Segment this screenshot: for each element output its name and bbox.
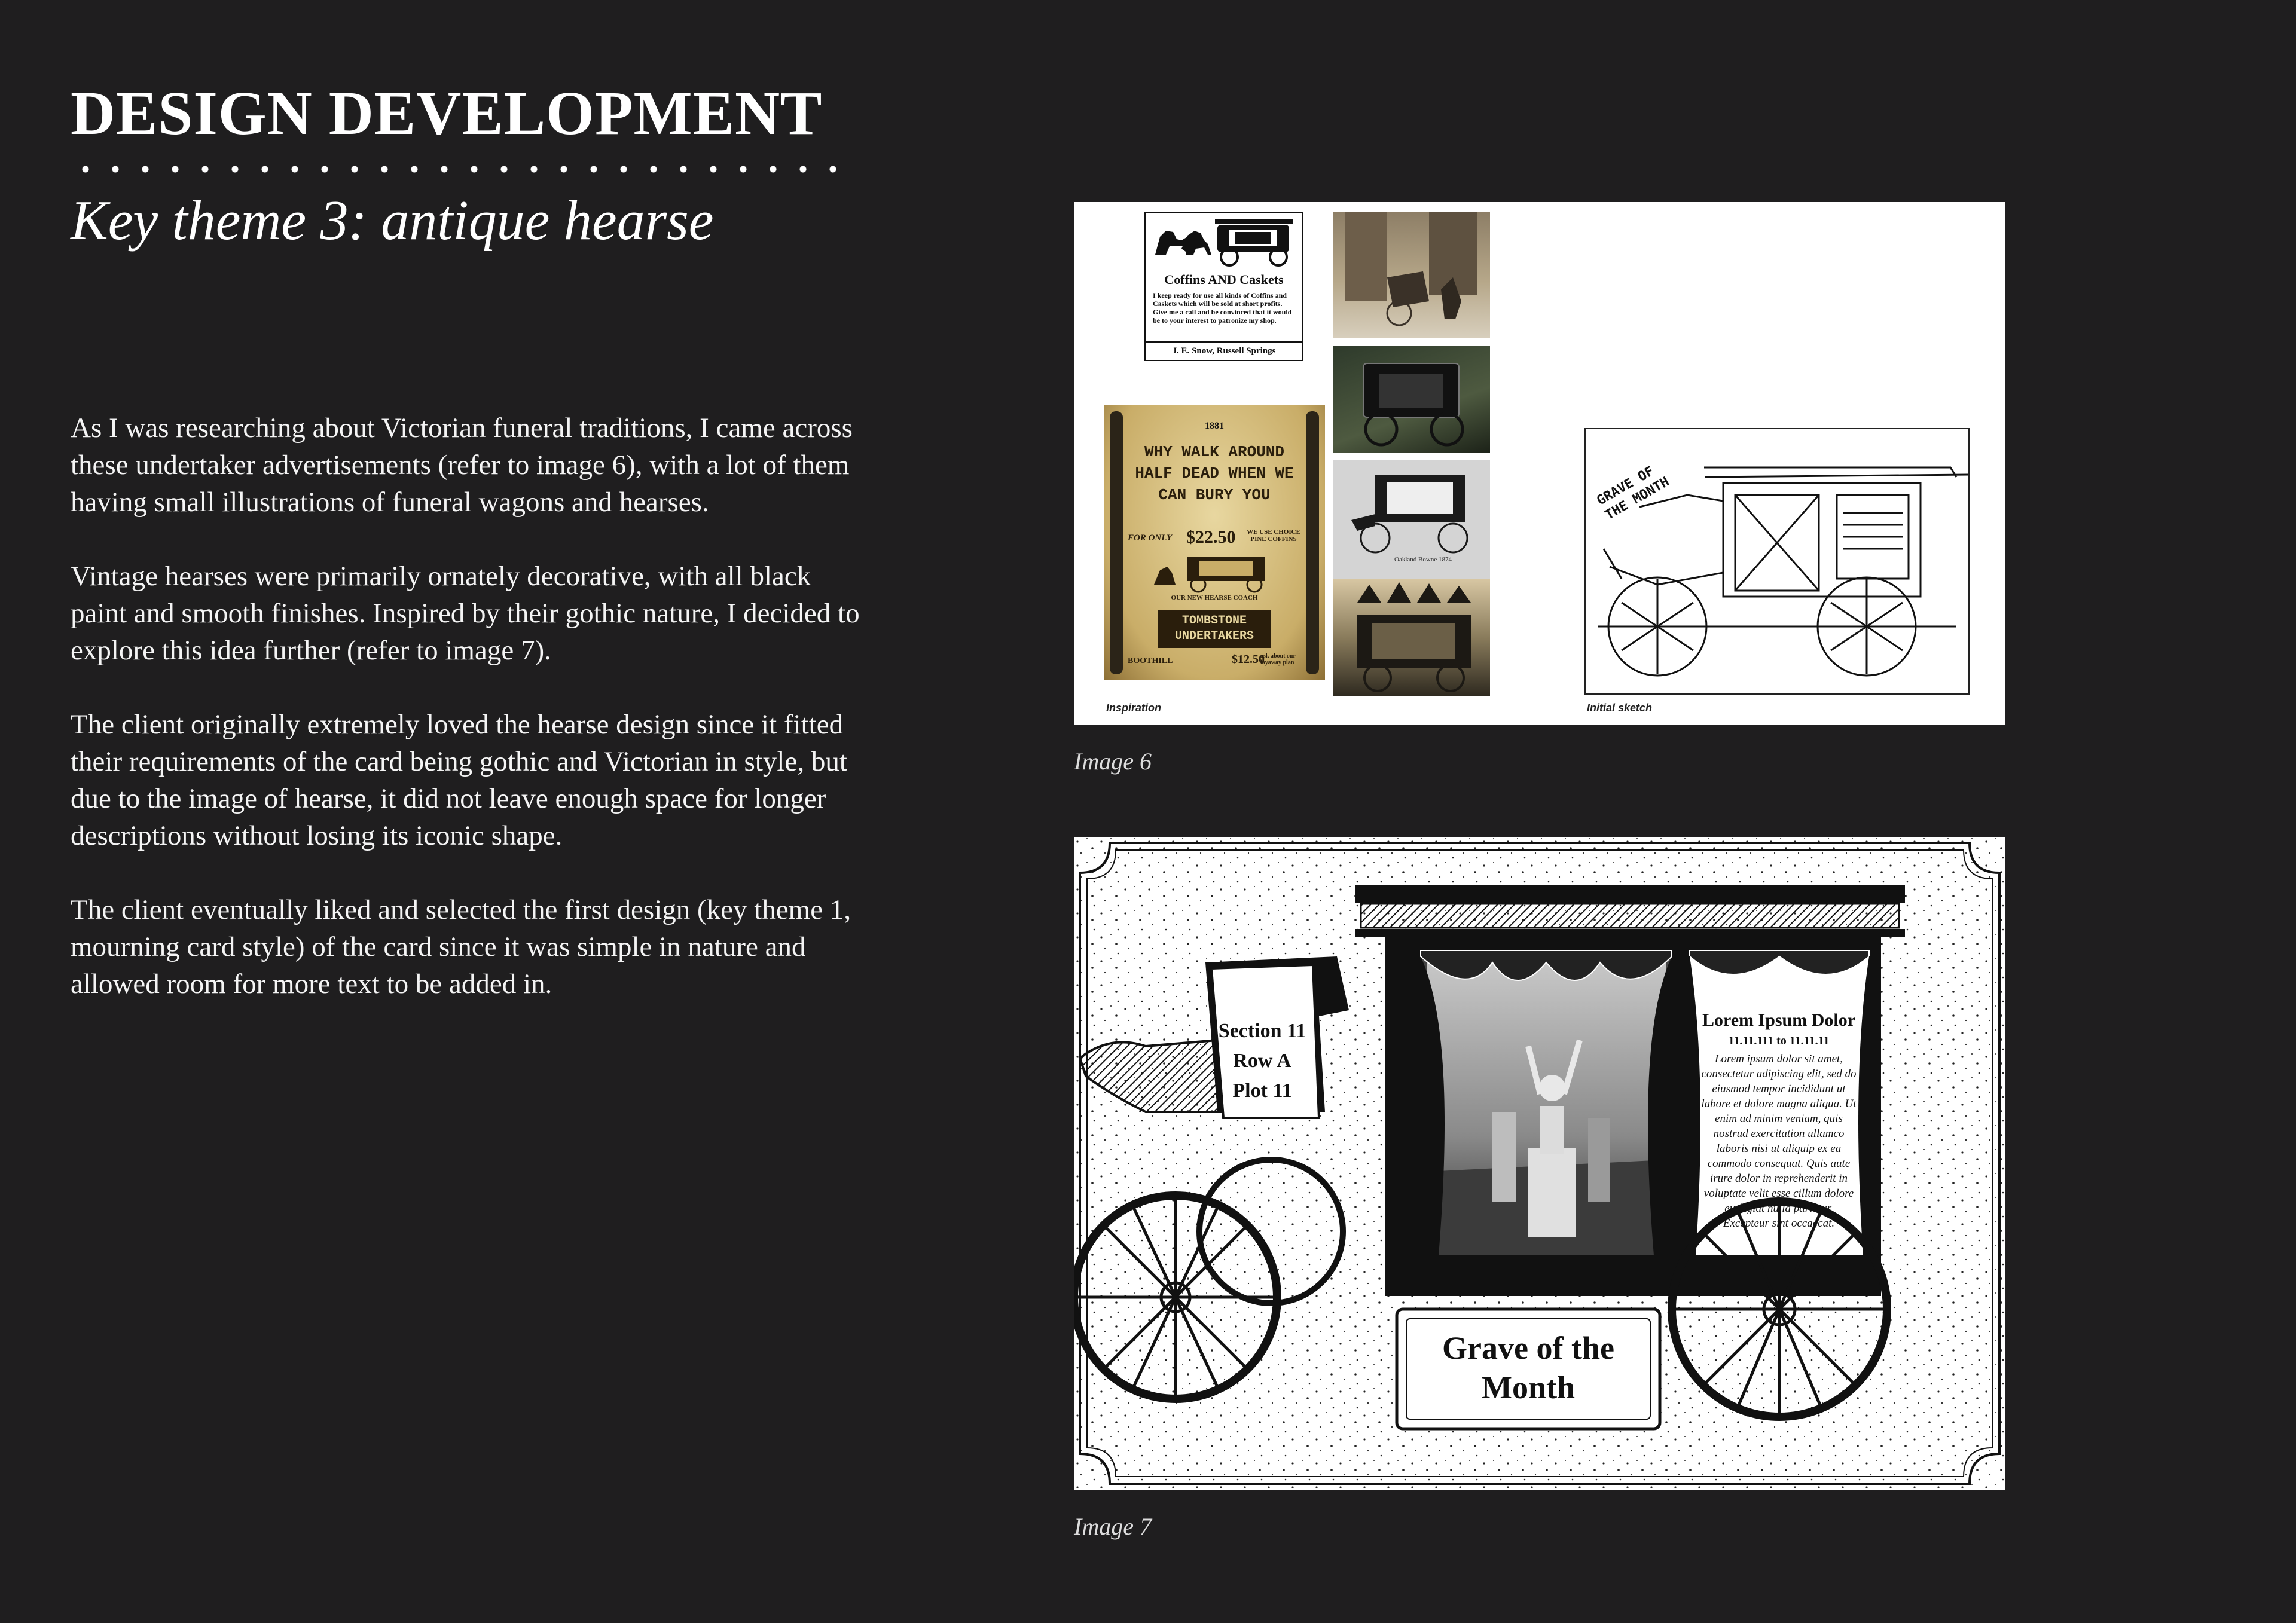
dotted-divider bbox=[71, 165, 842, 173]
panel-title: Lorem Ipsum Dolor bbox=[1702, 1010, 1856, 1030]
panel-body: Lorem ipsum dolor sit amet, consectetur adipiscing elit, sed do eiusmod tempor incididunt ut labore et dolore magna aliqua. Ut enim ad minim veniam, quis nostrud exercitation ullamco laboris nisi ut aliquip ex ea commodo consequat. Quis aute irure dolor in reprehenderit in voluptate velit esse cillum dolore eu fugiat nulla pariatur. Excepteur sint occaecat. bbox=[1701, 1053, 1857, 1230]
plaque-line-1: Grave of the bbox=[1442, 1330, 1614, 1366]
sketch-text: GRAVE OF THE MONTH bbox=[1594, 463, 1672, 523]
paragraph-2: Vintage hearses were primarily ornately decorative, with all black paint and smooth finishes. Inspired by their gothic nature, I decided to explore this idea further (refer to image 7). bbox=[71, 561, 860, 666]
plot-row: Row A bbox=[1233, 1050, 1292, 1072]
vintage-hearse-photo-4 bbox=[1333, 579, 1490, 696]
vintage-hearse-photo-3 bbox=[1333, 460, 1490, 579]
ad1-body: I keep ready for use all kinds of Coffins and Caskets which will be sold at short profits. Give me a call and be convinced that it would be to your interest to patronize my shop. bbox=[1153, 291, 1292, 325]
vintage-hearse-photo-1 bbox=[1333, 212, 1490, 338]
paragraph-3: The client originally extremely loved the hearse design since it fitted their requirements of the card being gothic and Victorian in style, but due to the image of hearse, it did not leave enough space for longer descriptions without losing its iconic shape. bbox=[71, 709, 847, 851]
plot-section: Section 11 bbox=[1218, 1020, 1306, 1042]
ad2-side: WE USE CHOICE PINE COFFINS bbox=[1247, 528, 1300, 543]
plot-number: Plot 11 bbox=[1232, 1080, 1292, 1102]
tombstone-undertakers-poster bbox=[1104, 405, 1325, 680]
page-subtitle: Key theme 3: antique hearse bbox=[71, 189, 714, 252]
ad2-footer-right: ask about our layaway plan bbox=[1260, 653, 1296, 666]
ad2-footer-left: BOOTHILL bbox=[1128, 656, 1173, 665]
ad2-price-prefix: FOR ONLY bbox=[1128, 533, 1173, 543]
image-7-hearse-card bbox=[1074, 837, 2005, 1490]
ad2-headline: WHY WALK AROUND HALF DEAD WHEN WE CAN BURY YOU bbox=[1135, 443, 1294, 504]
body-text bbox=[71, 409, 872, 1040]
info-panel bbox=[1700, 1010, 1857, 1231]
page-title: DESIGN DEVELOPMENT bbox=[71, 79, 823, 148]
ad2-price: $22.50 bbox=[1186, 527, 1236, 547]
paragraph-1: As I was researching about Victorian funeral traditions, I came across these undertaker advertisements (refer to image 6), with a lot of them having small illustrations of funeral wagons and hearses. bbox=[71, 412, 853, 518]
initial-sketch bbox=[1584, 428, 1970, 695]
paragraph-4: The client eventually liked and selected the first design (key theme 1, mourning card style) of the card since it was simple in nature and allowed room for more text to be added in. bbox=[71, 894, 851, 1000]
plot-label bbox=[1211, 1016, 1313, 1106]
ad1-heading: Coffins AND Caskets bbox=[1164, 272, 1284, 287]
label-inspiration: Inspiration bbox=[1106, 702, 1162, 714]
panel-dates: 11.11.111 to 11.11.11 bbox=[1728, 1034, 1830, 1047]
ad2-top: 1881 bbox=[1205, 421, 1224, 431]
hearse-icon bbox=[1152, 552, 1277, 594]
image-6-moodboard bbox=[1074, 202, 2005, 725]
ad2-name: TOMBSTONE UNDERTAKERS bbox=[1158, 610, 1271, 648]
label-initial-sketch: Initial sketch bbox=[1587, 702, 1653, 714]
photo-caption: Oakland Bowne 1874 bbox=[1394, 556, 1452, 563]
image-7-caption: Image 7 bbox=[1074, 1513, 1152, 1540]
ad2-footer-price: $12.50 bbox=[1232, 653, 1265, 666]
horse-carriage-icon bbox=[1146, 213, 1302, 267]
plaque-title bbox=[1397, 1328, 1660, 1407]
ad1-footer: J. E. Snow, Russell Springs bbox=[1146, 341, 1302, 356]
ad2-mid: OUR NEW HEARSE COACH bbox=[1171, 594, 1258, 601]
image-6-caption: Image 6 bbox=[1074, 748, 1152, 775]
plaque-line-2: Month bbox=[1481, 1370, 1575, 1405]
coffins-caskets-ad bbox=[1144, 212, 1303, 361]
vintage-hearse-photo-2 bbox=[1333, 346, 1490, 453]
